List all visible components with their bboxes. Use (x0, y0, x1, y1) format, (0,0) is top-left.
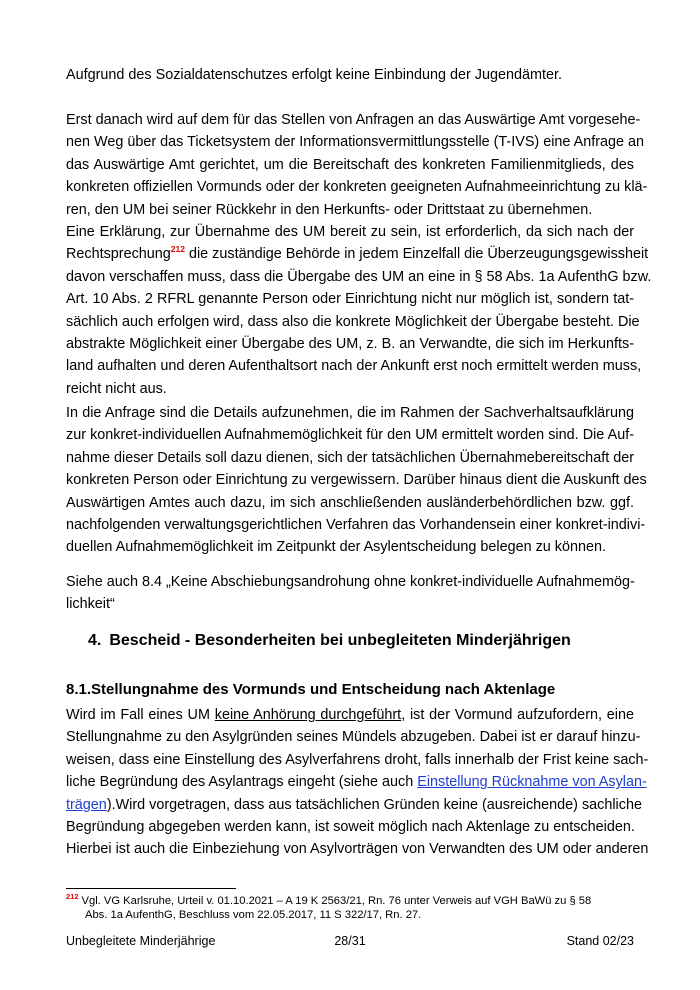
text-line-with-footnote (66, 243, 649, 265)
text-line: nen Weg über das Ticketsystem der Informationsvermittlungsstelle (T-IVS) eine Anfrage an (66, 134, 645, 151)
link-einstellung-ruecknahme-cont[interactable]: trägen (66, 796, 107, 813)
paragraph-request-foreign-office (66, 109, 652, 400)
section-number: 4. (88, 632, 102, 649)
text-line (66, 704, 634, 726)
text-line: Art. 10 Abs. 2 RFRL genannte Person oder Einrichtung nicht nur möglich ist, sondern tat- (66, 291, 634, 308)
text-run: die zuständige Behörde in jedem Einzelfall die Überzeugungsgewissheit (184, 246, 649, 263)
text-line: Stellungnahme zu den Asylgründen seines Mündels abzugeben. Dabei ist er darauf hinzu- (66, 729, 641, 746)
footnote-212 (66, 894, 634, 923)
text-line: zur konkret-individuellen Aufnahmemöglichkeit für den UM ermittelt worden sind. Die Auf- (66, 427, 634, 444)
text-line: Erst danach wird auf dem für das Stellen von Anfragen an das Auswärtige Amt vorgesehe- (66, 112, 641, 128)
text-line: Auswärtigen Amtes auch dazu, im sich anschließenden ausländerbehördlichen bzw. ggf. (66, 494, 634, 511)
paragraph-guardian-statement (66, 704, 649, 861)
text-run: , ist der Vormund aufzufordern, eine (401, 707, 634, 723)
text-line: Siehe auch 8.4 „Keine Abschiebungsandrohung ohne konkret-individuelle Aufnahmemög- (66, 574, 635, 590)
footer-version: Stand 02/23 (566, 934, 634, 948)
footnote-line (66, 894, 634, 908)
text-line: davon verschaffen muss, dass die Übergabe des UM an eine in § 58 Abs. 1a AufenthG bzw. (66, 268, 652, 285)
underlined-text: keine Anhörung durchgeführt (214, 707, 402, 723)
section-title: Bescheid - Besonderheiten bei unbegleiteten Minderjährigen (109, 632, 571, 649)
text-line: abstrakte Möglichkeit einer Übergabe des UM, z. B. an Verwandte, die sich im Herkunfts- (66, 335, 634, 352)
text-line (66, 771, 647, 793)
text-run: ).Wird vorgetragen, dass aus tatsächlichen Gründen keine (ausreichende) sachliche (106, 796, 642, 813)
text-line: sächlich auch erfolgen wird, dass also die konkrete Möglichkeit der Übergabe besteht. Die (66, 313, 640, 330)
footer-page-number: 28/31 (334, 934, 366, 948)
text-line: konkreten Person oder Einrichtung zu vergewissern. Darüber hinaus dient die Auskunft des (66, 472, 647, 489)
footnote-line: Abs. 1a AufenthG, Beschluss vom 22.05.2017, 11 S 322/17, Rn. 27. (85, 909, 422, 922)
footnote-divider (66, 888, 236, 889)
text-run: Wird im Fall eines UM (66, 707, 215, 723)
text-run: liche Begründung des Asylantrags eingeht (siehe auch (66, 774, 418, 791)
page-footer (66, 932, 634, 950)
text-line: ren, den UM bei seiner Rückkehr in den Herkunfts- oder Drittstaat zu übernehmen. (66, 201, 593, 218)
text-line: das Auswärtige Amt gerichtet, um die Bereitschaft des konkreten Familienmitglieds, des (66, 156, 634, 173)
text-line: Begründung abgegeben werden kann, ist soweit möglich nach Aktenlage zu entscheiden. (66, 818, 635, 835)
text-run: Rechtsprechung (66, 246, 171, 263)
text-line: Aufgrund des Sozialdatenschutzes erfolgt keine Einbindung der Jugendämter. (66, 67, 563, 83)
text-line: nachfolgenden verwaltungsgerichtlichen Verfahren das Vorhandensein einer konkret-indivi- (66, 516, 646, 533)
text-line: weisen, dass eine Einstellung des Asylverfahrens droht, falls innerhalb der Frist keine sach- (66, 751, 649, 768)
link-einstellung-ruecknahme[interactable]: Einstellung Rücknahme von Asylan- (417, 774, 647, 791)
text-line: nahme dieser Details soll dazu dienen, sich der tatsächlichen Übernahmebereitschaft der (66, 449, 634, 466)
text-line: Hierbei ist auch die Einbeziehung von Asylvorträgen von Verwandten des UM oder anderen (66, 841, 649, 858)
footnote-text: Vgl. VG Karlsruhe, Urteil v. 01.10.2021 – A 19 K 2563/21, Rn. 76 unter Verweis auf VGH BaWü zu § 58 (81, 895, 592, 907)
text-line: land aufhalten und deren Aufenthaltsort nach der Ankunft erst noch ermittelt werden muss, (66, 358, 642, 375)
text-line: lichkeit“ (66, 596, 115, 613)
text-line: duellen Aufnahmemöglichkeit im Zeitpunkt der Asylentscheidung belegen zu können. (66, 539, 606, 556)
paragraph-data-protection (66, 64, 634, 86)
footnote-number: 212 (66, 892, 79, 902)
text-line: konkreten offiziellen Vormunds oder der konkreten geeigneten Aufnahmeeinrichtung zu klä- (66, 179, 648, 196)
footnote-reference-212[interactable]: 212 (170, 244, 185, 255)
paragraph-see-also (66, 571, 634, 616)
paragraph-request-details (66, 402, 647, 559)
text-line: reicht nicht aus. (66, 380, 167, 397)
footer-document-title: Unbegleitete Minderjährige (66, 934, 216, 948)
section-heading (88, 632, 571, 650)
text-line: Eine Erklärung, zur Übernahme des UM bereit zu sein, ist erforderlich, da sich nach der (66, 223, 634, 240)
text-line: In die Anfrage sind die Details aufzunehmen, die im Rahmen der Sachverhaltsaufklärung (66, 405, 634, 421)
text-line (66, 794, 642, 816)
subsection-heading: 8.1.Stellungnahme des Vormunds und Entscheidung nach Aktenlage (66, 681, 556, 698)
